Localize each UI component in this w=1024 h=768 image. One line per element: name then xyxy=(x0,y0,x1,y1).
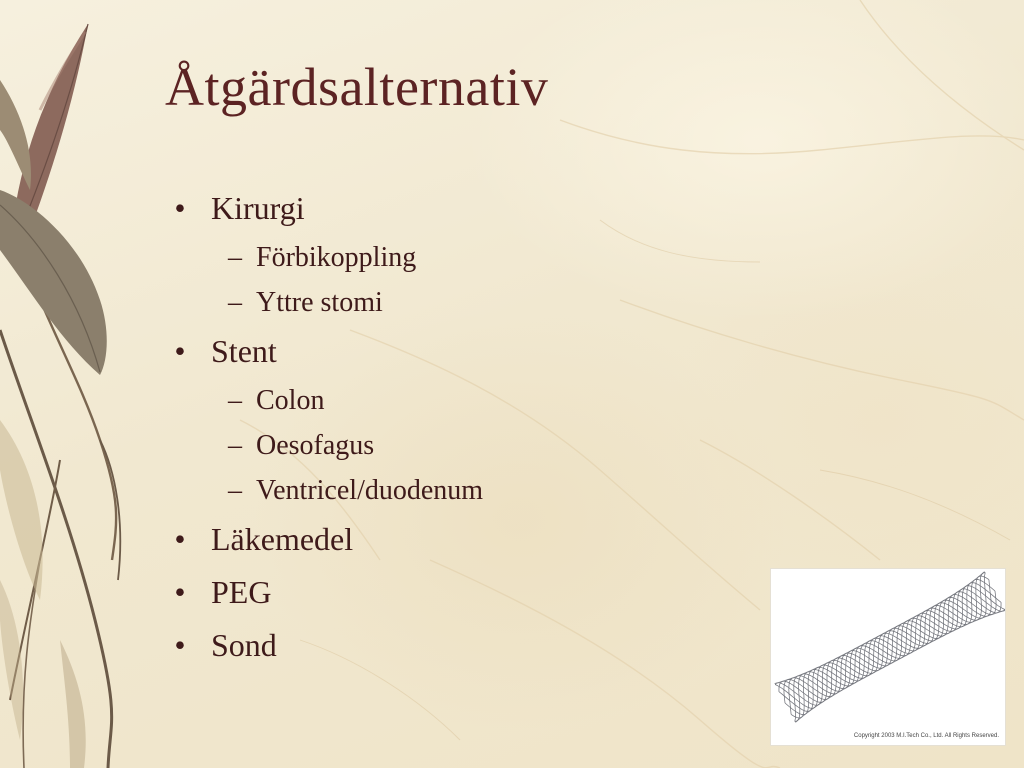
sub-item-label: Colon xyxy=(256,385,325,416)
dash-marker: – xyxy=(228,385,242,416)
sub-item-forbikoppling xyxy=(170,235,730,280)
bullet-item-lakemedel xyxy=(170,513,730,566)
sub-item-oesofagus xyxy=(170,423,730,468)
sub-item-label: Oesofagus xyxy=(256,430,375,461)
bullet-marker: • xyxy=(174,333,186,369)
bullet-label: Stent xyxy=(211,333,277,369)
bullet-list xyxy=(170,182,730,672)
bullet-marker: • xyxy=(174,574,186,610)
slide-title: Åtgärdsalternativ xyxy=(165,57,549,117)
leaf-decoration xyxy=(0,0,150,768)
bullet-item-kirurgi xyxy=(170,182,730,235)
dash-marker: – xyxy=(228,287,242,318)
dash-marker: – xyxy=(228,242,242,273)
bullet-item-sond xyxy=(170,619,730,672)
sub-item-yttre-stomi xyxy=(170,280,730,325)
bullet-label: Kirurgi xyxy=(211,190,305,226)
sub-item-label: Ventricel/duodenum xyxy=(256,475,484,506)
bullet-label: Sond xyxy=(211,627,277,663)
sub-item-label: Förbikoppling xyxy=(256,242,417,273)
bullet-marker: • xyxy=(174,627,186,663)
image-copyright: Copyright 2003 M.I.Tech Co., Ltd. All Rights Reserved. xyxy=(853,733,999,739)
sub-item-ventricel-duodenum xyxy=(170,468,730,513)
dash-marker: – xyxy=(228,430,242,461)
bullet-label: PEG xyxy=(211,574,272,610)
sub-item-colon xyxy=(170,378,730,423)
bullet-marker: • xyxy=(174,190,186,226)
sub-item-label: Yttre stomi xyxy=(256,287,383,318)
bullet-item-stent xyxy=(170,325,730,378)
stent-image xyxy=(770,568,1006,746)
bullet-marker: • xyxy=(174,521,186,557)
bullet-item-peg xyxy=(170,566,730,619)
bullet-label: Läkemedel xyxy=(211,521,354,557)
stent-mesh-icon xyxy=(771,569,1005,745)
dash-marker: – xyxy=(228,475,242,506)
